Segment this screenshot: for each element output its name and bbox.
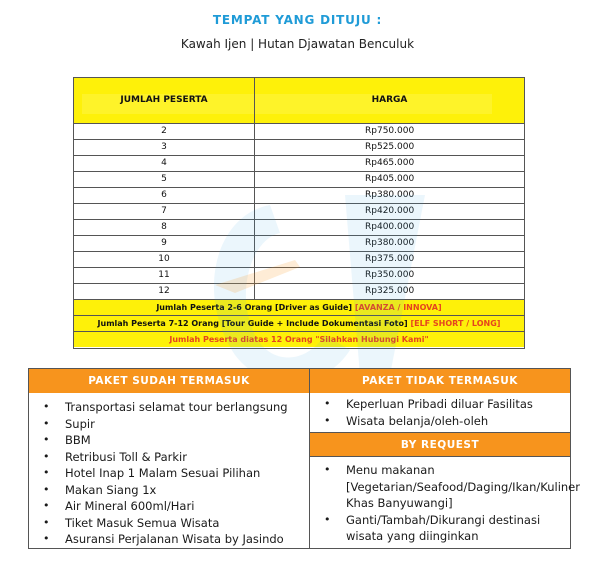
note-large-group-text: Jumlah Peserta 7-12 Orang [Tour Guide + Include Dokumentasi Foto] xyxy=(97,319,411,328)
list-item: • Retribusi Toll & Parkir xyxy=(43,449,309,466)
list-item: • Hotel Inap 1 Malam Sesuai Pilihan xyxy=(43,465,309,482)
price-value: Rp380.000 xyxy=(254,236,524,251)
list-item: • Air Mineral 600ml/Hari xyxy=(43,498,309,515)
price-value: Rp400.000 xyxy=(254,220,524,235)
page-title: TEMPAT YANG DITUJU : xyxy=(212,13,383,27)
price-value: Rp375.000 xyxy=(254,252,524,267)
price-value: Rp325.000 xyxy=(254,284,524,299)
table-row xyxy=(74,155,524,171)
table-row xyxy=(74,171,524,187)
column-header-participants: JUMLAH PESERTA xyxy=(120,95,208,105)
table-row xyxy=(74,267,524,283)
note-small-group-vehicle: [AVANZA / INNOVA] xyxy=(354,303,442,312)
list-item: • Menu makanan [Vegetarian/Seafood/Daging/Ikan/Kuliner Khas Banyuwangi] xyxy=(324,462,570,512)
list-item: • Wisata belanja/oleh-oleh xyxy=(324,413,570,430)
list-item: • Asuransi Perjalanan Wisata by Jasindo xyxy=(43,531,309,548)
excluded-list xyxy=(310,393,570,429)
included-list xyxy=(29,393,309,548)
participant-count: 3 xyxy=(161,142,167,152)
excluded-section xyxy=(310,369,570,433)
table-row xyxy=(74,187,524,203)
list-item: • Transportasi selamat tour berlangsung xyxy=(43,399,309,416)
column-header-price: HARGA xyxy=(254,78,524,123)
excluded-title: PAKET TIDAK TERMASUK xyxy=(310,369,570,393)
list-item: • Ganti/Tambah/Dikurangi destinasi wisata yang diinginkan xyxy=(324,512,570,545)
note-small-group xyxy=(74,299,524,315)
note-large-group xyxy=(74,315,524,331)
list-item: • Tiket Masuk Semua Wisata xyxy=(43,515,309,532)
group-notes xyxy=(74,299,524,347)
note-small-group-text: Jumlah Peserta 2-6 Orang [Driver as Guide] xyxy=(156,303,355,312)
participant-count: 7 xyxy=(161,206,167,216)
note-over-limit: Jumlah Peserta diatas 12 Orang "Silahkan Hubungi Kami" xyxy=(74,331,524,347)
table-row xyxy=(74,251,524,267)
list-item: • Keperluan Pribadi diluar Fasilitas xyxy=(324,396,570,413)
participant-count: 6 xyxy=(161,190,167,200)
price-value: Rp380.000 xyxy=(254,188,524,203)
table-row xyxy=(74,123,524,139)
participant-count: 4 xyxy=(161,158,167,168)
price-value: Rp525.000 xyxy=(254,140,524,155)
participant-count: 2 xyxy=(161,126,167,136)
participant-count: 5 xyxy=(161,174,167,184)
price-value: Rp405.000 xyxy=(254,172,524,187)
price-table xyxy=(73,77,525,349)
table-row xyxy=(74,139,524,155)
by-request-title: BY REQUEST xyxy=(310,433,570,457)
included-package xyxy=(28,368,310,549)
price-rows xyxy=(74,123,524,299)
by-request-list xyxy=(310,457,580,545)
destination-list: Kawah Ijen | Hutan Djawatan Benculuk xyxy=(180,37,415,51)
participant-count: 12 xyxy=(158,286,170,296)
participant-count: 9 xyxy=(161,238,167,248)
price-table-header xyxy=(74,78,524,123)
table-row xyxy=(74,235,524,251)
price-value: Rp465.000 xyxy=(254,156,524,171)
participant-count: 8 xyxy=(161,222,167,232)
note-large-group-vehicle: [ELF SHORT / LONG] xyxy=(410,319,501,328)
list-item: • Makan Siang 1x xyxy=(43,482,309,499)
included-title: PAKET SUDAH TERMASUK xyxy=(29,369,309,393)
participant-count: 11 xyxy=(158,270,170,280)
list-item: • Supir xyxy=(43,416,309,433)
table-row xyxy=(74,283,524,299)
participant-count: 10 xyxy=(158,254,170,264)
table-row xyxy=(74,203,524,219)
list-item: • BBM xyxy=(43,432,309,449)
excluded-package xyxy=(309,368,580,549)
price-value: Rp350.000 xyxy=(254,268,524,283)
price-value: Rp420.000 xyxy=(254,204,524,219)
price-value: Rp750.000 xyxy=(254,124,524,139)
table-row xyxy=(74,219,524,235)
